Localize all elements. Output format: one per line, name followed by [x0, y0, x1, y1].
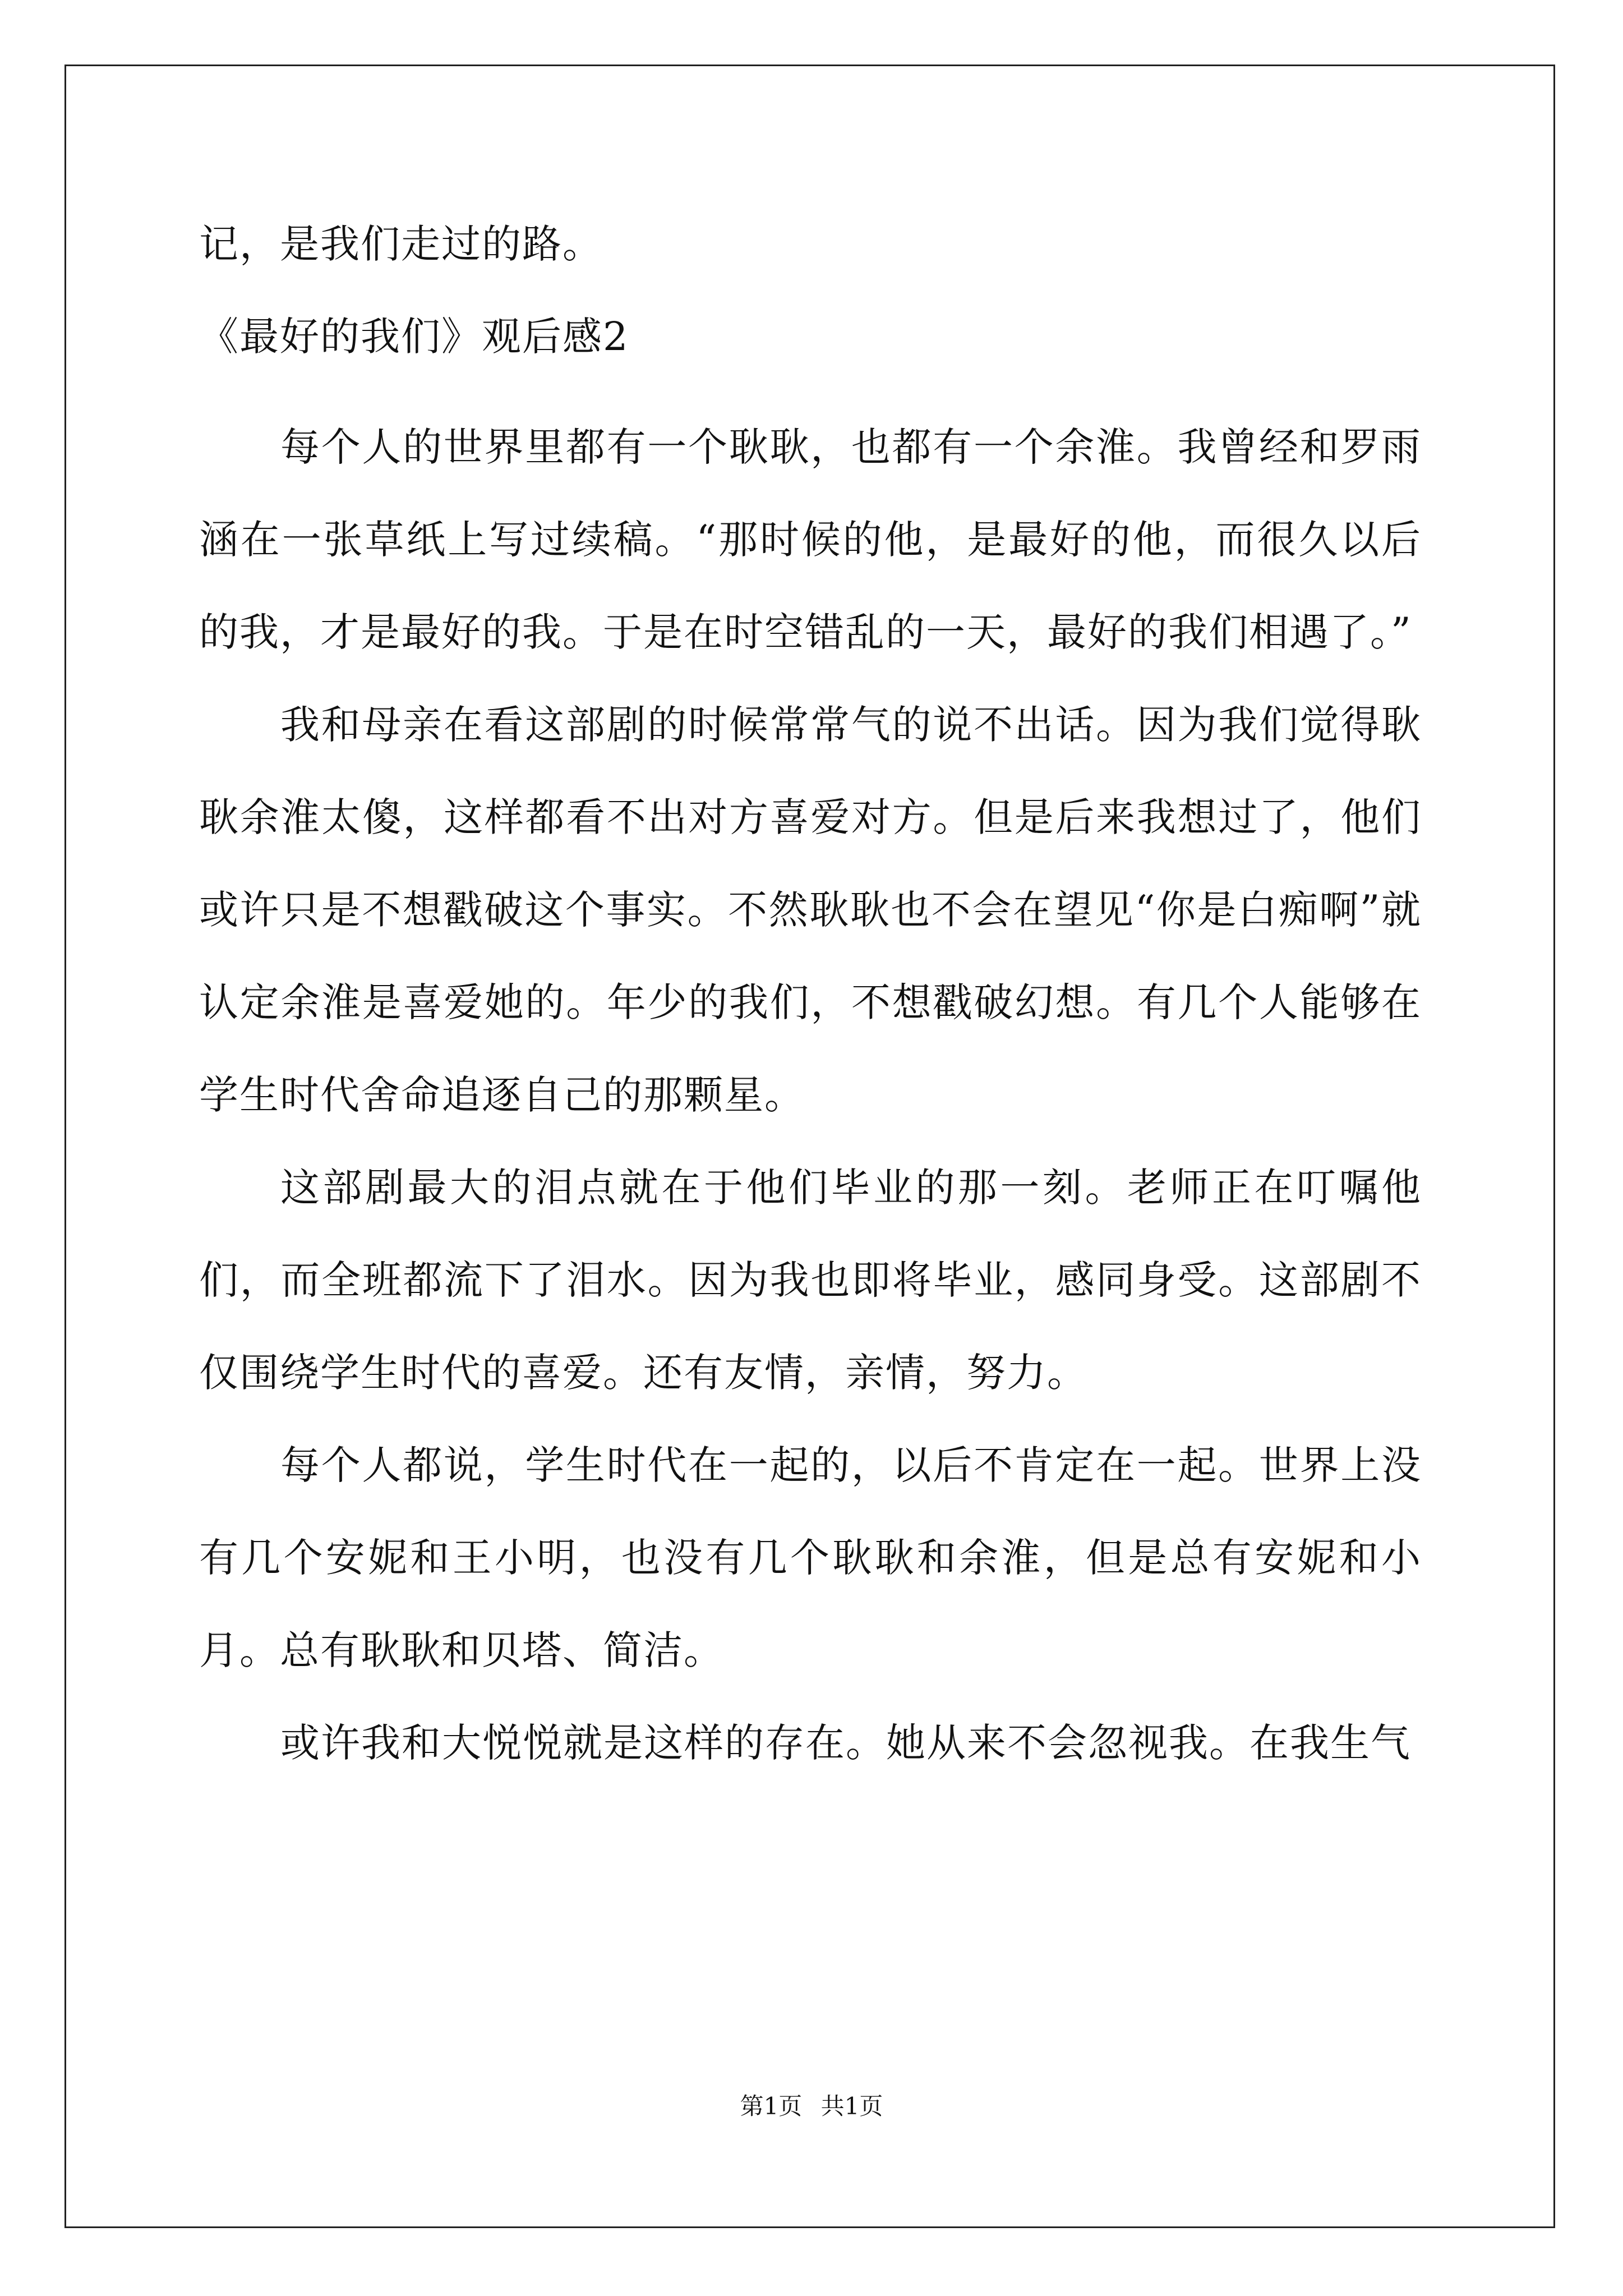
lead-line: 记，是我们走过的路。 — [199, 221, 603, 267]
paragraph: 每个人都说，学生时代在一起的，以后不肯定在一起。世界上没有几个安妮和王小明，也没有几个耿耿和余淮，但是总有安妮和小月。总有耿耿和贝塔、简洁。 — [199, 1442, 1422, 1673]
document-body — [199, 216, 1422, 1789]
essay-heading: 《最好的我们》观后感2 — [199, 314, 629, 360]
page-footer — [0, 2088, 1623, 2122]
paragraph: 每个人的世界里都有一个耿耿，也都有一个余淮。我曾经和罗雨涵在一张草纸上写过续稿。“那时候的他，是最好的他，而很久以后的我，才是最好的我。于是在时空错乱的一天，最好的我们相遇了。” — [199, 424, 1422, 655]
page-total: 共1页 — [820, 2092, 883, 2120]
paragraph: 我和母亲在看这部剧的时候常常气的说不出话。因为我们觉得耿耿余淮太傻，这样都看不出对方喜爱对方。但是后来我想过了，他们或许只是不想戳破这个事实。不然耿耿也不会在望见“你是白痴啊”就认定余淮是喜爱她的。年少的我们，不想戳破幻想。有几个人能够在学生时代舍命追逐自己的那颗星。 — [199, 702, 1422, 1118]
page-number: 第1页 — [740, 2092, 803, 2120]
paragraph: 这部剧最大的泪点就在于他们毕业的那一刻。老师正在叮嘱他们，而全班都流下了泪水。因为我也即将毕业，感同身受。这部剧不仅围绕学生时代的喜爱。还有友情，亲情，努力。 — [199, 1165, 1422, 1396]
paragraph: 或许我和大悦悦就是这样的存在。她从来不会忽视我。在我生气 — [280, 1720, 1411, 1766]
